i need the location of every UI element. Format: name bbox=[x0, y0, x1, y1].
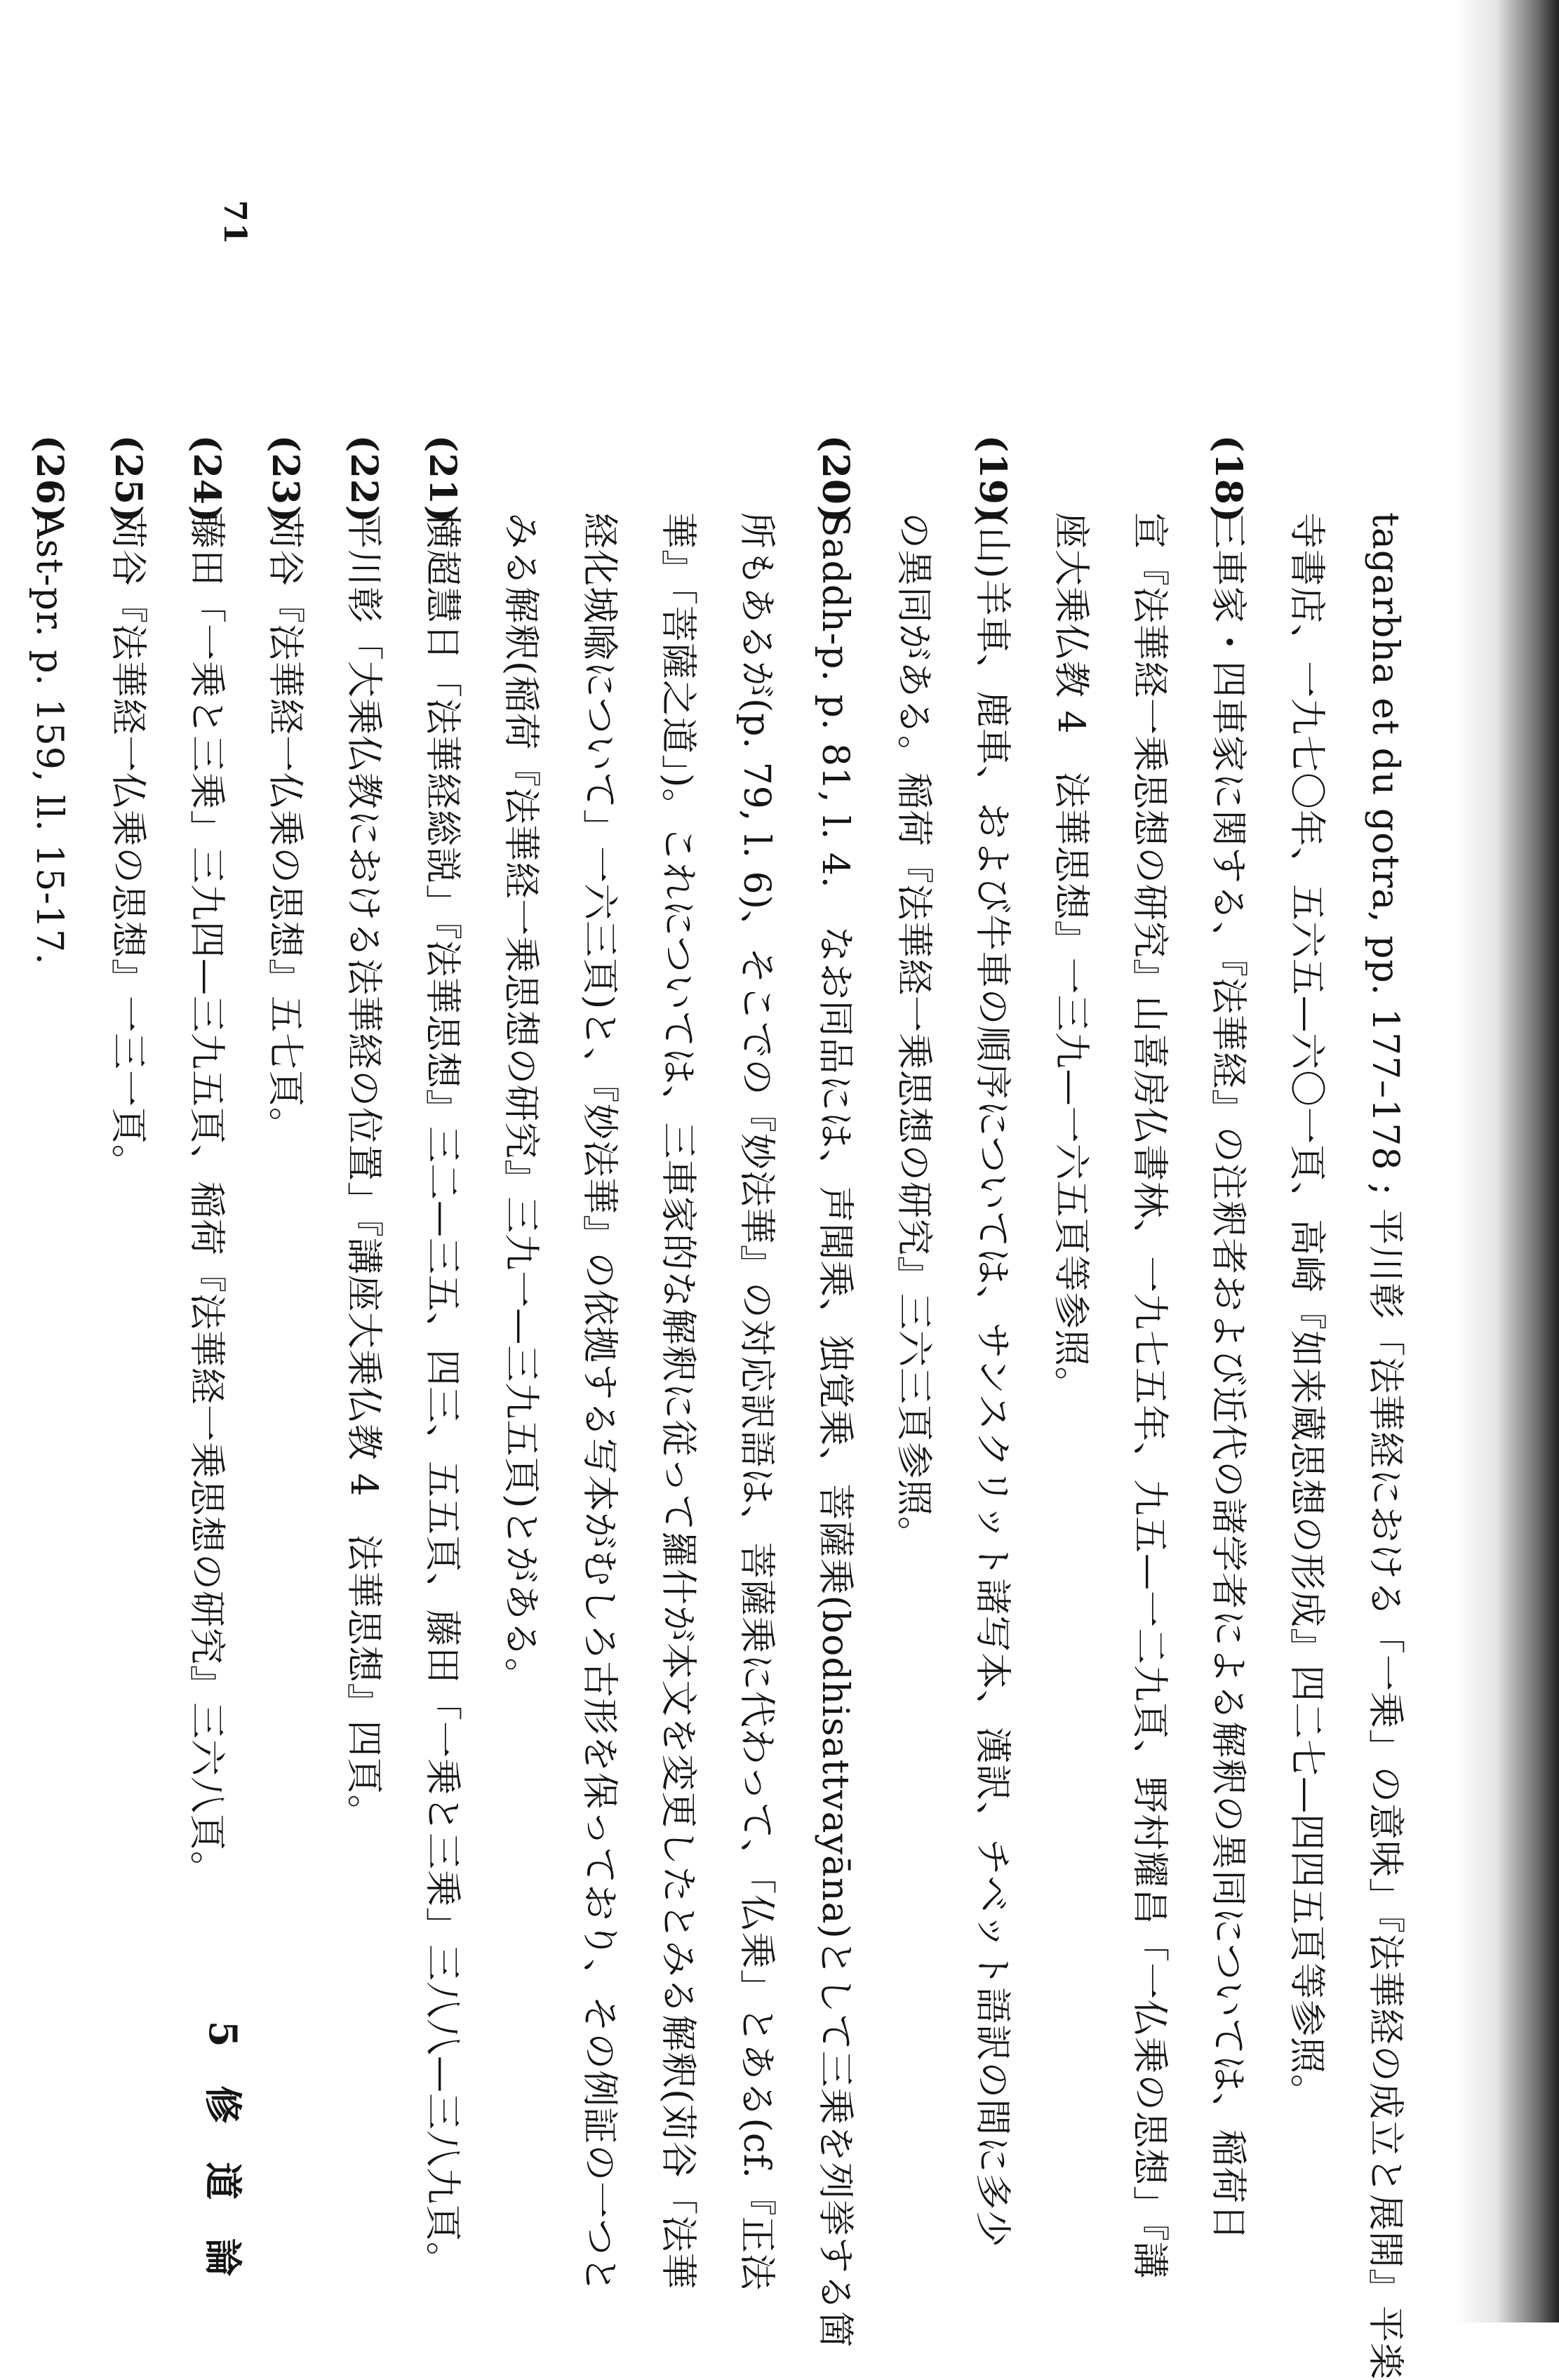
note-line bbox=[10, 435, 88, 1965]
note-number: (23) bbox=[264, 435, 307, 523]
note-line bbox=[246, 435, 324, 1965]
note-line bbox=[638, 435, 717, 2290]
note-text: 華』「菩薩之道」)。これについては、三車家的な解釈に従って羅什が本文を変更したとみる解釈(苅谷「法華 bbox=[657, 512, 699, 2290]
note-line bbox=[1031, 435, 1110, 1965]
note-line bbox=[88, 435, 167, 1965]
note-text: 藤田「一乗と三乗」三九四—三九五頁、稲荷『法華経一乗思想の研究』三六八頁。 bbox=[185, 512, 227, 1889]
note-text: tagarbha et du gotra, pp. 177–178 ; 平川彰「法華経における「一乗」の意味」『法華経の成立と展開』平楽 bbox=[1364, 512, 1406, 2380]
note-line bbox=[324, 435, 403, 1965]
note-line bbox=[1346, 435, 1424, 2380]
note-line bbox=[796, 435, 874, 2348]
note-number: (19) bbox=[971, 435, 1014, 523]
note-line bbox=[481, 435, 560, 1965]
note-line bbox=[874, 435, 953, 1965]
note-text: 横超慧日「法華経総説」『法華思想』三二—三五、四三、五五頁、藤田「一乗と三乗」三八八—三八九頁。 bbox=[421, 512, 463, 2280]
note-line bbox=[1110, 435, 1189, 2280]
note-text: 座大乗仏教 4 法華思想』一三九—一六五頁等参照。 bbox=[1050, 512, 1092, 1404]
note-number: (20) bbox=[814, 435, 857, 523]
note-text: Ast-pr. p. 159, ll. 15-17. bbox=[28, 512, 70, 965]
note-line bbox=[560, 435, 638, 2294]
note-text: 寺書店、一九七〇年、五六五—六〇一頁、高崎『如来蔵思想の形成』四二七—四四五頁等参照。 bbox=[1285, 512, 1327, 2112]
note-text: 苅谷『法華経一仏乗の思想』五七頁。 bbox=[264, 512, 306, 1145]
note-text: 平川彰「大乗仏教における法華経の位置」『講座大乗仏教 4 法華思想』四頁。 bbox=[342, 512, 384, 1832]
note-line bbox=[0, 435, 10, 1965]
note-line bbox=[167, 435, 246, 1965]
note-number bbox=[0, 435, 10, 512]
page-edge-shadow bbox=[1454, 0, 1559, 2322]
page-number: 71 bbox=[217, 200, 253, 246]
note-text: Saddh-p. p. 81, l. 4. なお同品には、声聞乗、独覚乗、菩薩乗(bodhisattvayāna)として三乗を列挙する箇 bbox=[814, 512, 856, 2348]
note-text: 所もあるが(p. 79, l. 6)、そこでの『妙法華』の対応訳語は、菩薩乗に代わって、「仏乗」とある(cf.『正法 bbox=[735, 512, 777, 2291]
note-text: 宣『法華経一乗思想の研究』山喜房仏書林、一九七五年、九五—一二九頁、野村耀昌「一仏乗の思想」『講 bbox=[1128, 512, 1170, 2280]
running-head: 5 修 道 論 bbox=[201, 2021, 246, 2289]
note-line bbox=[1189, 435, 1267, 2241]
note-text: みる解釈(稲荷『法華経一乗思想の研究』三九一—三九五頁)とがある。 bbox=[500, 512, 542, 1695]
note-number: (24) bbox=[185, 435, 228, 523]
note-text: 経化城喩について」一六三頁)と、『妙法華』の依拠する写本がむしろ古形を保っており、その例証の一つと bbox=[578, 512, 620, 2294]
note-number: (21) bbox=[421, 435, 464, 523]
note-line bbox=[953, 435, 1031, 2248]
note-line bbox=[403, 435, 481, 2280]
note-text: 苅谷『法華経一仏乗の思想』一三一頁。 bbox=[107, 512, 149, 1182]
note-line bbox=[717, 435, 796, 2291]
note-text: 三車家・四車家に関する、『法華経』の注釈者および近代の諸学者による解釈の異同については、稲荷日 bbox=[1207, 512, 1249, 2241]
note-line bbox=[1267, 435, 1346, 2112]
note-number: (26) bbox=[28, 435, 71, 523]
note-text: の異同がある。稲荷『法華経一乗思想の研究』三六三頁参照。 bbox=[892, 512, 935, 1554]
note-number: (18) bbox=[1207, 435, 1250, 523]
note-text: (山)羊車、鹿車、および牛車の順序については、サンスクリット諸写本、漢訳、チベット語訳の間に多少 bbox=[971, 512, 1013, 2248]
note-number: (22) bbox=[342, 435, 385, 523]
note-number: (25) bbox=[107, 435, 149, 523]
